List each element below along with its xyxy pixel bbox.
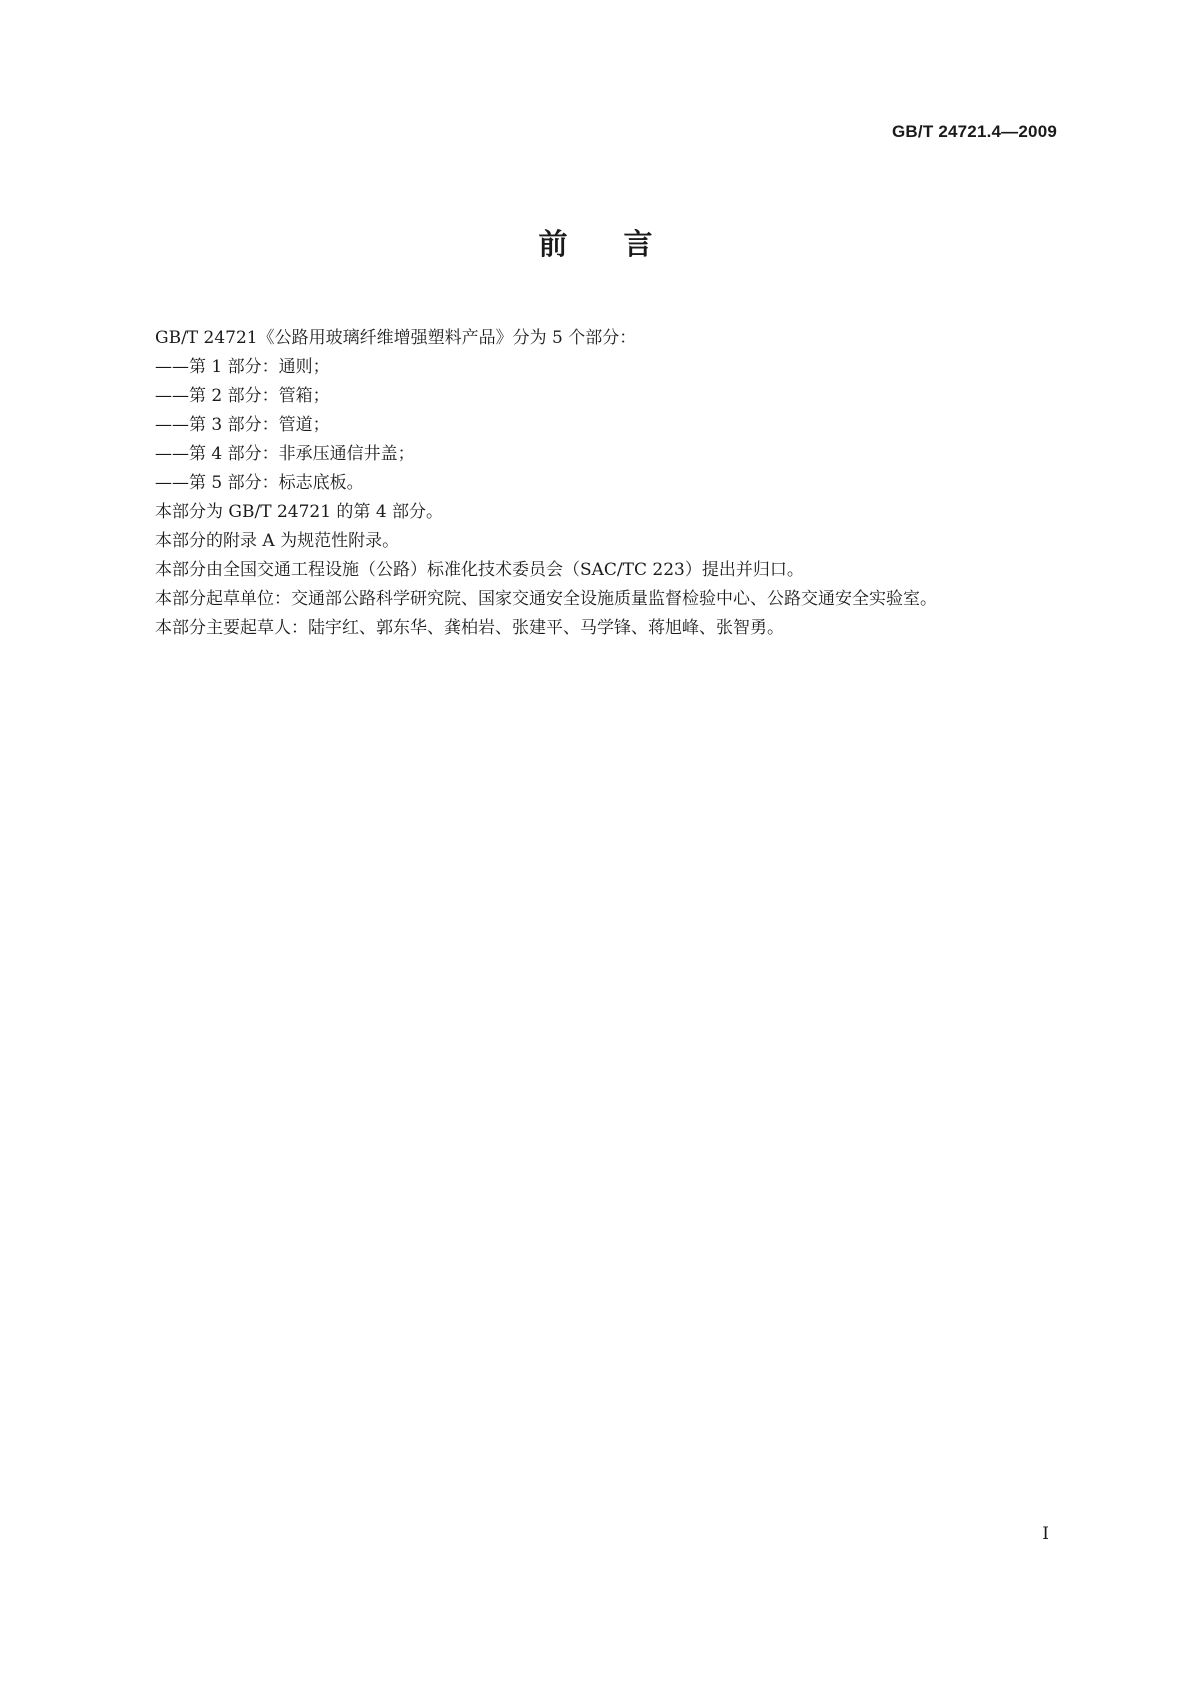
- preface-body: [121, 324, 1056, 643]
- part-list-item-5: ——第 5 部分：标志底板。: [155, 473, 364, 493]
- page-number: I: [1042, 1524, 1049, 1544]
- part-list-item-2: ——第 2 部分：管箱；: [155, 386, 330, 406]
- part-list-item-3: ——第 3 部分：管道；: [155, 415, 330, 435]
- part-list-item-4: ——第 4 部分：非承压通信井盖；: [155, 444, 415, 464]
- part-list-item-1: ——第 1 部分：通则；: [155, 357, 330, 377]
- annex-paragraph: 本部分的附录 A 为规范性附录。: [155, 531, 400, 551]
- page-title: 前言: [538, 227, 709, 261]
- drafters-paragraph: 本部分主要起草人：陆宇红、郭东华、龚柏岩、张建平、马学锋、蒋旭峰、张智勇。: [155, 618, 784, 638]
- intro-paragraph: GB/T 24721《公路用玻璃纤维增强塑料产品》分为 5 个部分：: [155, 328, 637, 348]
- drafting-units-paragraph: 本部分起草单位：交通部公路科学研究院、国家交通安全设施质量监督检验中心、公路交通安全实验室。: [155, 589, 937, 609]
- standard-number-header: GB/T 24721.4—2009: [892, 122, 1057, 141]
- scope-paragraph: 本部分为 GB/T 24721 的第 4 部分。: [155, 502, 444, 522]
- proposer-paragraph: 本部分由全国交通工程设施（公路）标准化技术委员会（SAC/TC 223）提出并归口。: [155, 560, 804, 580]
